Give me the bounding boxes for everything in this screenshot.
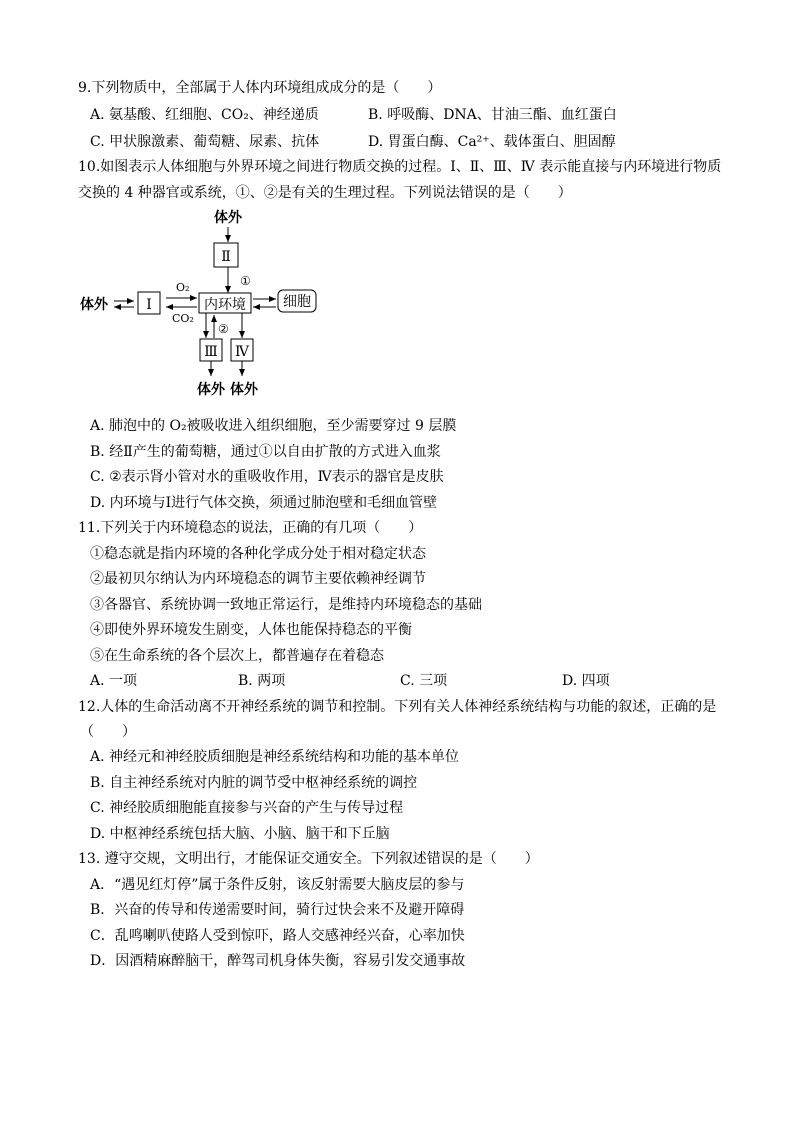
q12-option-b: B. 自主神经系统对内脏的调节受中枢神经系统的调控 xyxy=(90,775,418,791)
q9-option-d: D. 胃蛋白酶、Ca²⁺、载体蛋白、胆固醇 xyxy=(368,134,616,150)
label-outside-bottom-right: 体外 xyxy=(230,382,258,398)
q10-option-b: B. 经Ⅱ产生的葡萄糖，通过①以自由扩散的方式进入血浆 xyxy=(90,444,441,460)
q11-statement-1: ①稳态就是指内环境的各种化学成分处于相对稳定状态 xyxy=(90,546,426,562)
q9-option-a: A. 氨基酸、红细胞、CO₂、神经递质 xyxy=(90,107,319,123)
q13-option-a: A．“遇见红灯停”属于条件反射，该反射需要大脑皮层的参与 xyxy=(90,877,465,893)
q13-option-d: D．因酒精麻醉脑干，醉驾司机身体失衡，容易引发交通事故 xyxy=(90,953,466,969)
q11-option-c: C. 三项 xyxy=(400,673,448,689)
q9-stem: 9.下列物质中，全部属于人体内环境组成成分的是（ ） xyxy=(78,80,442,96)
q11-statement-5: ⑤在生命系统的各个层次上，都普遍存在着稳态 xyxy=(90,648,384,664)
q9-option-b: B. 呼吸酶、DNA、甘油三酯、血红蛋白 xyxy=(368,107,617,123)
q12-option-a: A. 神经元和神经胶质细胞是神经系统结构和功能的基本单位 xyxy=(90,749,460,765)
q11-option-a: A. 一项 xyxy=(90,673,138,689)
q10-stem-line2: 交换的 4 种器官或系统，①、②是有关的生理过程。下列说法错误的是（ ） xyxy=(78,185,572,201)
q12-option-d: D. 中枢神经系统包括大脑、小脑、脑干和下丘脑 xyxy=(90,826,390,842)
label-outside-left: 体外 xyxy=(80,297,108,313)
q11-stem: 11.下列关于内环境稳态的说法，正确的有几项（ ） xyxy=(78,520,423,536)
q10-option-c: C. ②表示肾小管对水的重吸收作用，Ⅳ表示的器官是皮肤 xyxy=(90,469,444,485)
q10-option-a: A. 肺泡中的 O₂被吸收进入组织细胞，至少需要穿过 9 层膜 xyxy=(90,418,457,434)
q11-statement-4: ④即使外界环境发生剧变，人体也能保持稳态的平衡 xyxy=(90,622,412,638)
label-internal-environment: 内环境 xyxy=(204,297,246,313)
q12-stem-line1: 12.人体的生命活动离不开神经系统的调节和控制。下列有关人体神经系统结构与功能的叙述，正确的是 xyxy=(78,699,717,715)
label-outside-top: 体外 xyxy=(214,210,242,226)
q9-option-c: C. 甲状腺激素、葡萄糖、尿素、抗体 xyxy=(90,134,320,150)
q13-stem: 13. 遵守交规，文明出行，才能保证交通安全。下列叙述错误的是（ ） xyxy=(78,851,539,867)
label-iii: Ⅲ xyxy=(204,344,218,360)
label-outside-bottom-left: 体外 xyxy=(197,382,225,398)
label-co2: CO₂ xyxy=(172,312,194,325)
label-iv: Ⅳ xyxy=(235,344,249,360)
label-ii: Ⅱ xyxy=(221,249,231,265)
q12-stem-line2: （ ） xyxy=(80,724,136,740)
q11-statement-3: ③各器官、系统协调一致地正常运行，是维持内环境稳态的基础 xyxy=(90,597,482,613)
q13-option-c: C．乱鸣喇叭使路人受到惊吓，路人交感神经兴奋，心率加快 xyxy=(90,928,465,944)
q13-option-b: B．兴奋的传导和传递需要时间，骑行过快会来不及避开障碍 xyxy=(90,902,465,918)
label-process-1: ① xyxy=(240,274,251,288)
q12-option-c: C. 神经胶质细胞能直接参与兴奋的产生与传导过程 xyxy=(90,800,404,816)
label-process-2: ② xyxy=(218,322,229,336)
label-cell: 细胞 xyxy=(283,294,311,310)
q11-statement-2: ②最初贝尔纳认为内环境稳态的调节主要依赖神经调节 xyxy=(90,571,426,587)
exchange-diagram xyxy=(78,205,378,405)
q10-option-d: D. 内环境与Ⅰ进行气体交换，须通过肺泡壁和毛细血管壁 xyxy=(90,495,438,511)
label-i: Ⅰ xyxy=(146,297,152,313)
q11-option-b: B. 两项 xyxy=(238,673,286,689)
label-o2: O₂ xyxy=(176,281,190,294)
q11-option-d: D. 四项 xyxy=(562,673,610,689)
q10-stem-line1: 10.如图表示人体细胞与外界环境之间进行物质交换的过程。Ⅰ、Ⅱ、Ⅲ、Ⅳ 表示能直接与内环境进行物质 xyxy=(78,159,722,175)
